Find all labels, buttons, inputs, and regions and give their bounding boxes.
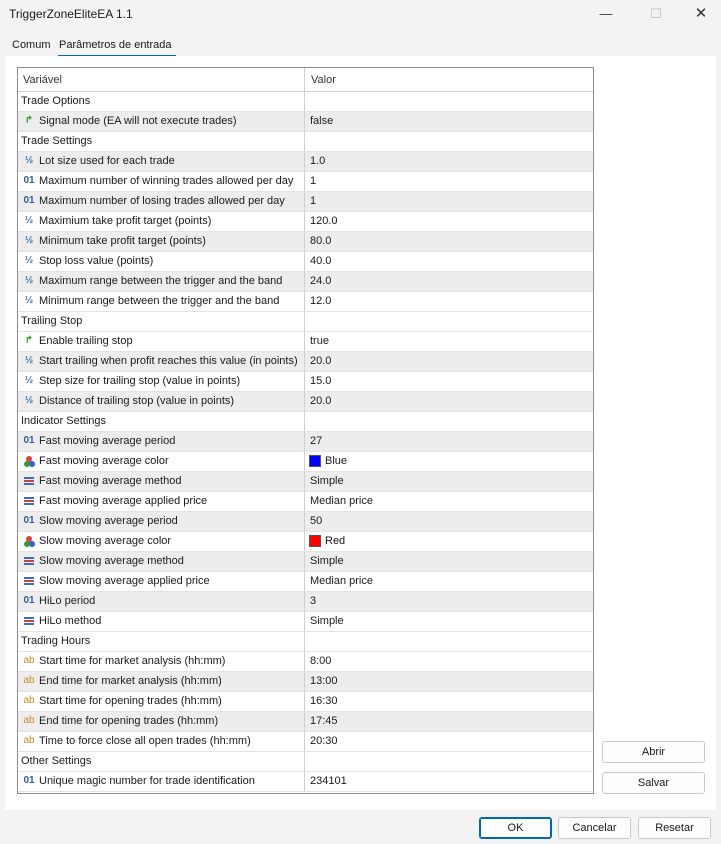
parameter-value: 80.0: [310, 235, 332, 247]
parameter-value: Simple: [310, 615, 344, 627]
parameter-row[interactable]: [18, 352, 593, 372]
parameter-row[interactable]: [18, 732, 593, 752]
parameter-value-cell[interactable]: [305, 212, 593, 231]
parameter-name-cell: [18, 552, 305, 571]
parameter-name-cell: [18, 432, 305, 451]
parameter-value: 50: [310, 515, 323, 527]
group-row[interactable]: [18, 92, 593, 112]
parameter-row[interactable]: [18, 272, 593, 292]
parameter-row[interactable]: [18, 692, 593, 712]
close-icon[interactable]: ✕: [694, 5, 708, 22]
parameter-value-cell[interactable]: [305, 772, 593, 791]
parameter-label: Fast moving average method: [39, 475, 182, 487]
parameter-name-cell: [18, 452, 305, 471]
double-type-icon: ½: [24, 215, 34, 226]
parameter-name-cell: [18, 712, 305, 731]
parameter-value-cell[interactable]: [305, 652, 593, 671]
parameter-value-cell[interactable]: [305, 692, 593, 711]
parameter-label: Slow moving average period: [39, 515, 178, 527]
double-type-icon: ½: [24, 275, 34, 286]
parameter-label: End time for opening trades (hh:mm): [39, 715, 219, 727]
double-type-icon: ½: [24, 155, 34, 166]
parameter-label: Step size for trailing stop (value in points): [39, 375, 241, 387]
boolean-type-icon: ↱: [24, 335, 34, 346]
parameter-value: Blue: [325, 455, 348, 467]
ok-button[interactable]: OK: [479, 817, 552, 839]
parameter-value: 1: [310, 195, 317, 207]
group-row[interactable]: [18, 752, 593, 772]
parameter-label: Unique magic number for trade identification: [39, 775, 255, 787]
parameter-name-cell: [18, 612, 305, 631]
group-label: Trading Hours: [21, 635, 91, 647]
parameter-label: Maximum number of losing trades allowed per day: [39, 195, 285, 207]
parameter-name-cell: [18, 252, 305, 271]
parameter-label: Start time for opening trades (hh:mm): [39, 695, 222, 707]
double-type-icon: ½: [24, 235, 34, 246]
string-type-icon: ab: [23, 735, 35, 746]
parameter-name-cell: [18, 512, 305, 531]
group-value-cell: [305, 412, 593, 431]
parameter-value: 234101: [310, 775, 347, 787]
parameter-row[interactable]: [18, 432, 593, 452]
string-type-icon: ab: [23, 655, 35, 666]
parameter-name-cell: [18, 392, 305, 411]
parameter-name-cell: [18, 272, 305, 291]
integer-type-icon: 01: [23, 435, 35, 446]
parameter-value-cell[interactable]: [305, 432, 593, 451]
parameter-value-cell[interactable]: [305, 232, 593, 251]
parameter-value: Median price: [310, 575, 373, 587]
enum-type-icon: [22, 554, 36, 568]
window-title: TriggerZoneEliteEA 1.1: [9, 7, 133, 21]
parameter-row[interactable]: [18, 592, 593, 612]
tab-parametros-de-entrada[interactable]: Parâmetros de entrada: [59, 39, 172, 51]
parameter-value-cell[interactable]: [305, 332, 593, 351]
parameter-value: 16:30: [310, 695, 338, 707]
parameter-name-cell: [18, 172, 305, 191]
column-header-value[interactable]: Valor: [311, 74, 336, 86]
parameter-value: 12.0: [310, 295, 332, 307]
color-type-icon: [22, 454, 36, 468]
parameter-name-cell: [18, 472, 305, 491]
group-label-cell: [18, 312, 305, 331]
double-type-icon: ½: [24, 375, 34, 386]
parameter-name-cell: [18, 592, 305, 611]
group-label: Trade Settings: [21, 135, 93, 147]
integer-type-icon: 01: [23, 175, 35, 186]
parameter-value-cell[interactable]: [305, 452, 593, 471]
parameter-value-cell[interactable]: [305, 592, 593, 611]
parameter-name-cell: [18, 112, 305, 131]
parameter-name-cell: [18, 292, 305, 311]
group-label-cell: [18, 412, 305, 431]
parameter-value: 27: [310, 435, 323, 447]
parameter-row[interactable]: [18, 772, 593, 792]
parameter-row[interactable]: [18, 212, 593, 232]
integer-type-icon: 01: [23, 515, 35, 526]
parameter-row[interactable]: [18, 372, 593, 392]
parameter-value: Median price: [310, 495, 373, 507]
parameter-label: Stop loss value (points): [39, 255, 154, 267]
parameter-row[interactable]: [18, 252, 593, 272]
double-type-icon: ½: [24, 355, 34, 366]
boolean-type-icon: ↱: [24, 115, 34, 126]
parameter-value: 20.0: [310, 395, 332, 407]
parameter-name-cell: [18, 332, 305, 351]
parameter-value-cell[interactable]: [305, 472, 593, 491]
double-type-icon: ½: [24, 255, 34, 266]
parameter-value: Simple: [310, 475, 344, 487]
open-button[interactable]: Abrir: [602, 741, 705, 763]
parameter-name-cell: [18, 672, 305, 691]
parameter-row[interactable]: [18, 532, 593, 552]
parameter-label: Signal mode (EA will not execute trades): [39, 115, 237, 127]
group-label-cell: [18, 632, 305, 651]
parameter-row[interactable]: [18, 672, 593, 692]
parameter-label: Fast moving average color: [39, 455, 169, 467]
parameter-value: 24.0: [310, 275, 332, 287]
parameter-value-cell[interactable]: [305, 272, 593, 291]
parameter-value-cell[interactable]: [305, 732, 593, 751]
parameter-value: 8:00: [310, 655, 332, 667]
parameter-label: HiLo period: [39, 595, 96, 607]
parameter-row[interactable]: [18, 292, 593, 312]
parameter-value: Simple: [310, 555, 344, 567]
grid-header: [18, 68, 593, 92]
parameter-label: Enable trailing stop: [39, 335, 133, 347]
parameter-row[interactable]: [18, 192, 593, 212]
parameter-value: 20.0: [310, 355, 332, 367]
double-type-icon: ½: [24, 295, 34, 306]
parameter-value: true: [310, 335, 329, 347]
group-value-cell: [305, 312, 593, 331]
enum-type-icon: [22, 574, 36, 588]
group-row[interactable]: [18, 132, 593, 152]
group-value-cell: [305, 752, 593, 771]
column-header-variable[interactable]: Variável: [23, 74, 62, 86]
parameter-row[interactable]: [18, 512, 593, 532]
parameter-value: 1: [310, 175, 317, 187]
maximize-icon: ☐: [650, 6, 662, 21]
parameter-row[interactable]: [18, 392, 593, 412]
parameter-name-cell: [18, 732, 305, 751]
parameter-value-cell[interactable]: [305, 172, 593, 191]
parameter-value-cell[interactable]: [305, 672, 593, 691]
parameter-value-cell[interactable]: [305, 152, 593, 171]
parameter-value: false: [310, 115, 334, 127]
parameter-label: Lot size used for each trade: [39, 155, 175, 167]
parameter-row[interactable]: [18, 612, 593, 632]
parameter-value-cell[interactable]: [305, 372, 593, 391]
group-label: Other Settings: [21, 755, 92, 767]
parameter-value-cell[interactable]: [305, 492, 593, 511]
parameter-name-cell: [18, 572, 305, 591]
parameter-value: Red: [325, 535, 346, 547]
parameter-label: HiLo method: [39, 615, 102, 627]
parameter-name-cell: [18, 652, 305, 671]
parameter-name-cell: [18, 212, 305, 231]
parameter-name-cell: [18, 372, 305, 391]
parameter-value: 40.0: [310, 255, 332, 267]
parameter-value-cell[interactable]: [305, 352, 593, 371]
integer-type-icon: 01: [23, 775, 35, 786]
tab-bar: [5, 34, 716, 56]
parameter-value-cell[interactable]: [305, 512, 593, 531]
parameter-value: 3: [310, 595, 317, 607]
parameter-row[interactable]: [18, 232, 593, 252]
parameter-value: 13:00: [310, 675, 338, 687]
parameter-value-cell[interactable]: [305, 392, 593, 411]
parameter-label: Fast moving average period: [39, 435, 176, 447]
parameter-label: Distance of trailing stop (value in points): [39, 395, 235, 407]
double-type-icon: ½: [24, 395, 34, 406]
parameter-row[interactable]: [18, 172, 593, 192]
parameter-label: Maximum range between the trigger and the band: [39, 275, 283, 287]
save-button[interactable]: Salvar: [602, 772, 705, 794]
group-label: Indicator Settings: [21, 415, 106, 427]
parameter-name-cell: [18, 232, 305, 251]
parameter-value-cell[interactable]: [305, 612, 593, 631]
parameter-name-cell: [18, 192, 305, 211]
group-value-cell: [305, 132, 593, 151]
parameter-row[interactable]: [18, 472, 593, 492]
parameter-row[interactable]: [18, 492, 593, 512]
enum-type-icon: [22, 494, 36, 508]
string-type-icon: ab: [23, 675, 35, 686]
parameter-label: Fast moving average applied price: [39, 495, 208, 507]
parameter-label: Start time for market analysis (hh:mm): [39, 655, 226, 667]
group-label-cell: [18, 132, 305, 151]
color-swatch[interactable]: [309, 535, 321, 547]
color-type-icon: [22, 534, 36, 548]
parameter-label: Start trailing when profit reaches this value (in points): [39, 355, 298, 367]
parameter-value-cell[interactable]: [305, 192, 593, 211]
integer-type-icon: 01: [23, 195, 35, 206]
parameter-name-cell: [18, 772, 305, 791]
group-row[interactable]: [18, 632, 593, 652]
tab-comum[interactable]: Comum: [12, 39, 51, 51]
parameter-row[interactable]: [18, 552, 593, 572]
parameter-value-cell[interactable]: [305, 552, 593, 571]
group-label-cell: [18, 92, 305, 111]
parameter-value-cell[interactable]: [305, 572, 593, 591]
parameter-name-cell: [18, 692, 305, 711]
parameter-name-cell: [18, 532, 305, 551]
parameter-row[interactable]: [18, 572, 593, 592]
group-row[interactable]: [18, 312, 593, 332]
integer-type-icon: 01: [23, 595, 35, 606]
title-bar: [0, 0, 721, 30]
column-separator[interactable]: [304, 68, 305, 92]
string-type-icon: ab: [23, 695, 35, 706]
parameters-grid: [17, 67, 594, 794]
parameter-value-cell[interactable]: [305, 712, 593, 731]
enum-type-icon: [22, 474, 36, 488]
parameter-row[interactable]: [18, 112, 593, 132]
reset-button[interactable]: Resetar: [638, 817, 711, 839]
grid-rows: [18, 92, 593, 792]
parameter-label: End time for market analysis (hh:mm): [39, 675, 222, 687]
parameter-row[interactable]: [18, 152, 593, 172]
parameter-value: 120.0: [310, 215, 338, 227]
enum-type-icon: [22, 614, 36, 628]
parameter-label: Slow moving average applied price: [39, 575, 210, 587]
parameter-row[interactable]: [18, 652, 593, 672]
parameter-label: Slow moving average method: [39, 555, 184, 567]
parameter-label: Minimum range between the trigger and the band: [39, 295, 280, 307]
parameter-row[interactable]: [18, 712, 593, 732]
parameter-value-cell[interactable]: [305, 252, 593, 271]
color-swatch[interactable]: [309, 455, 321, 467]
group-label: Trade Options: [21, 95, 91, 107]
parameter-label: Minimum take profit target (points): [39, 235, 206, 247]
parameter-value-cell[interactable]: [305, 532, 593, 551]
string-type-icon: ab: [23, 715, 35, 726]
group-row[interactable]: [18, 412, 593, 432]
parameter-value: 1.0: [310, 155, 326, 167]
group-label-cell: [18, 752, 305, 771]
parameter-value: 15.0: [310, 375, 332, 387]
minimize-icon[interactable]: —: [599, 6, 613, 21]
parameter-label: Maximium take profit target (points): [39, 215, 212, 227]
parameter-name-cell: [18, 352, 305, 371]
parameter-value: 20:30: [310, 735, 338, 747]
parameter-value: 17:45: [310, 715, 338, 727]
parameter-label: Time to force close all open trades (hh:mm): [39, 735, 251, 747]
parameter-label: Maximum number of winning trades allowed per day: [39, 175, 294, 187]
cancel-button[interactable]: Cancelar: [558, 817, 631, 839]
parameter-name-cell: [18, 492, 305, 511]
parameter-value-cell[interactable]: [305, 112, 593, 131]
group-label: Trailing Stop: [21, 315, 83, 327]
parameter-row[interactable]: [18, 452, 593, 472]
group-value-cell: [305, 92, 593, 111]
parameter-name-cell: [18, 152, 305, 171]
group-value-cell: [305, 632, 593, 651]
parameter-row[interactable]: [18, 332, 593, 352]
parameter-value-cell[interactable]: [305, 292, 593, 311]
parameter-label: Slow moving average color: [39, 535, 172, 547]
